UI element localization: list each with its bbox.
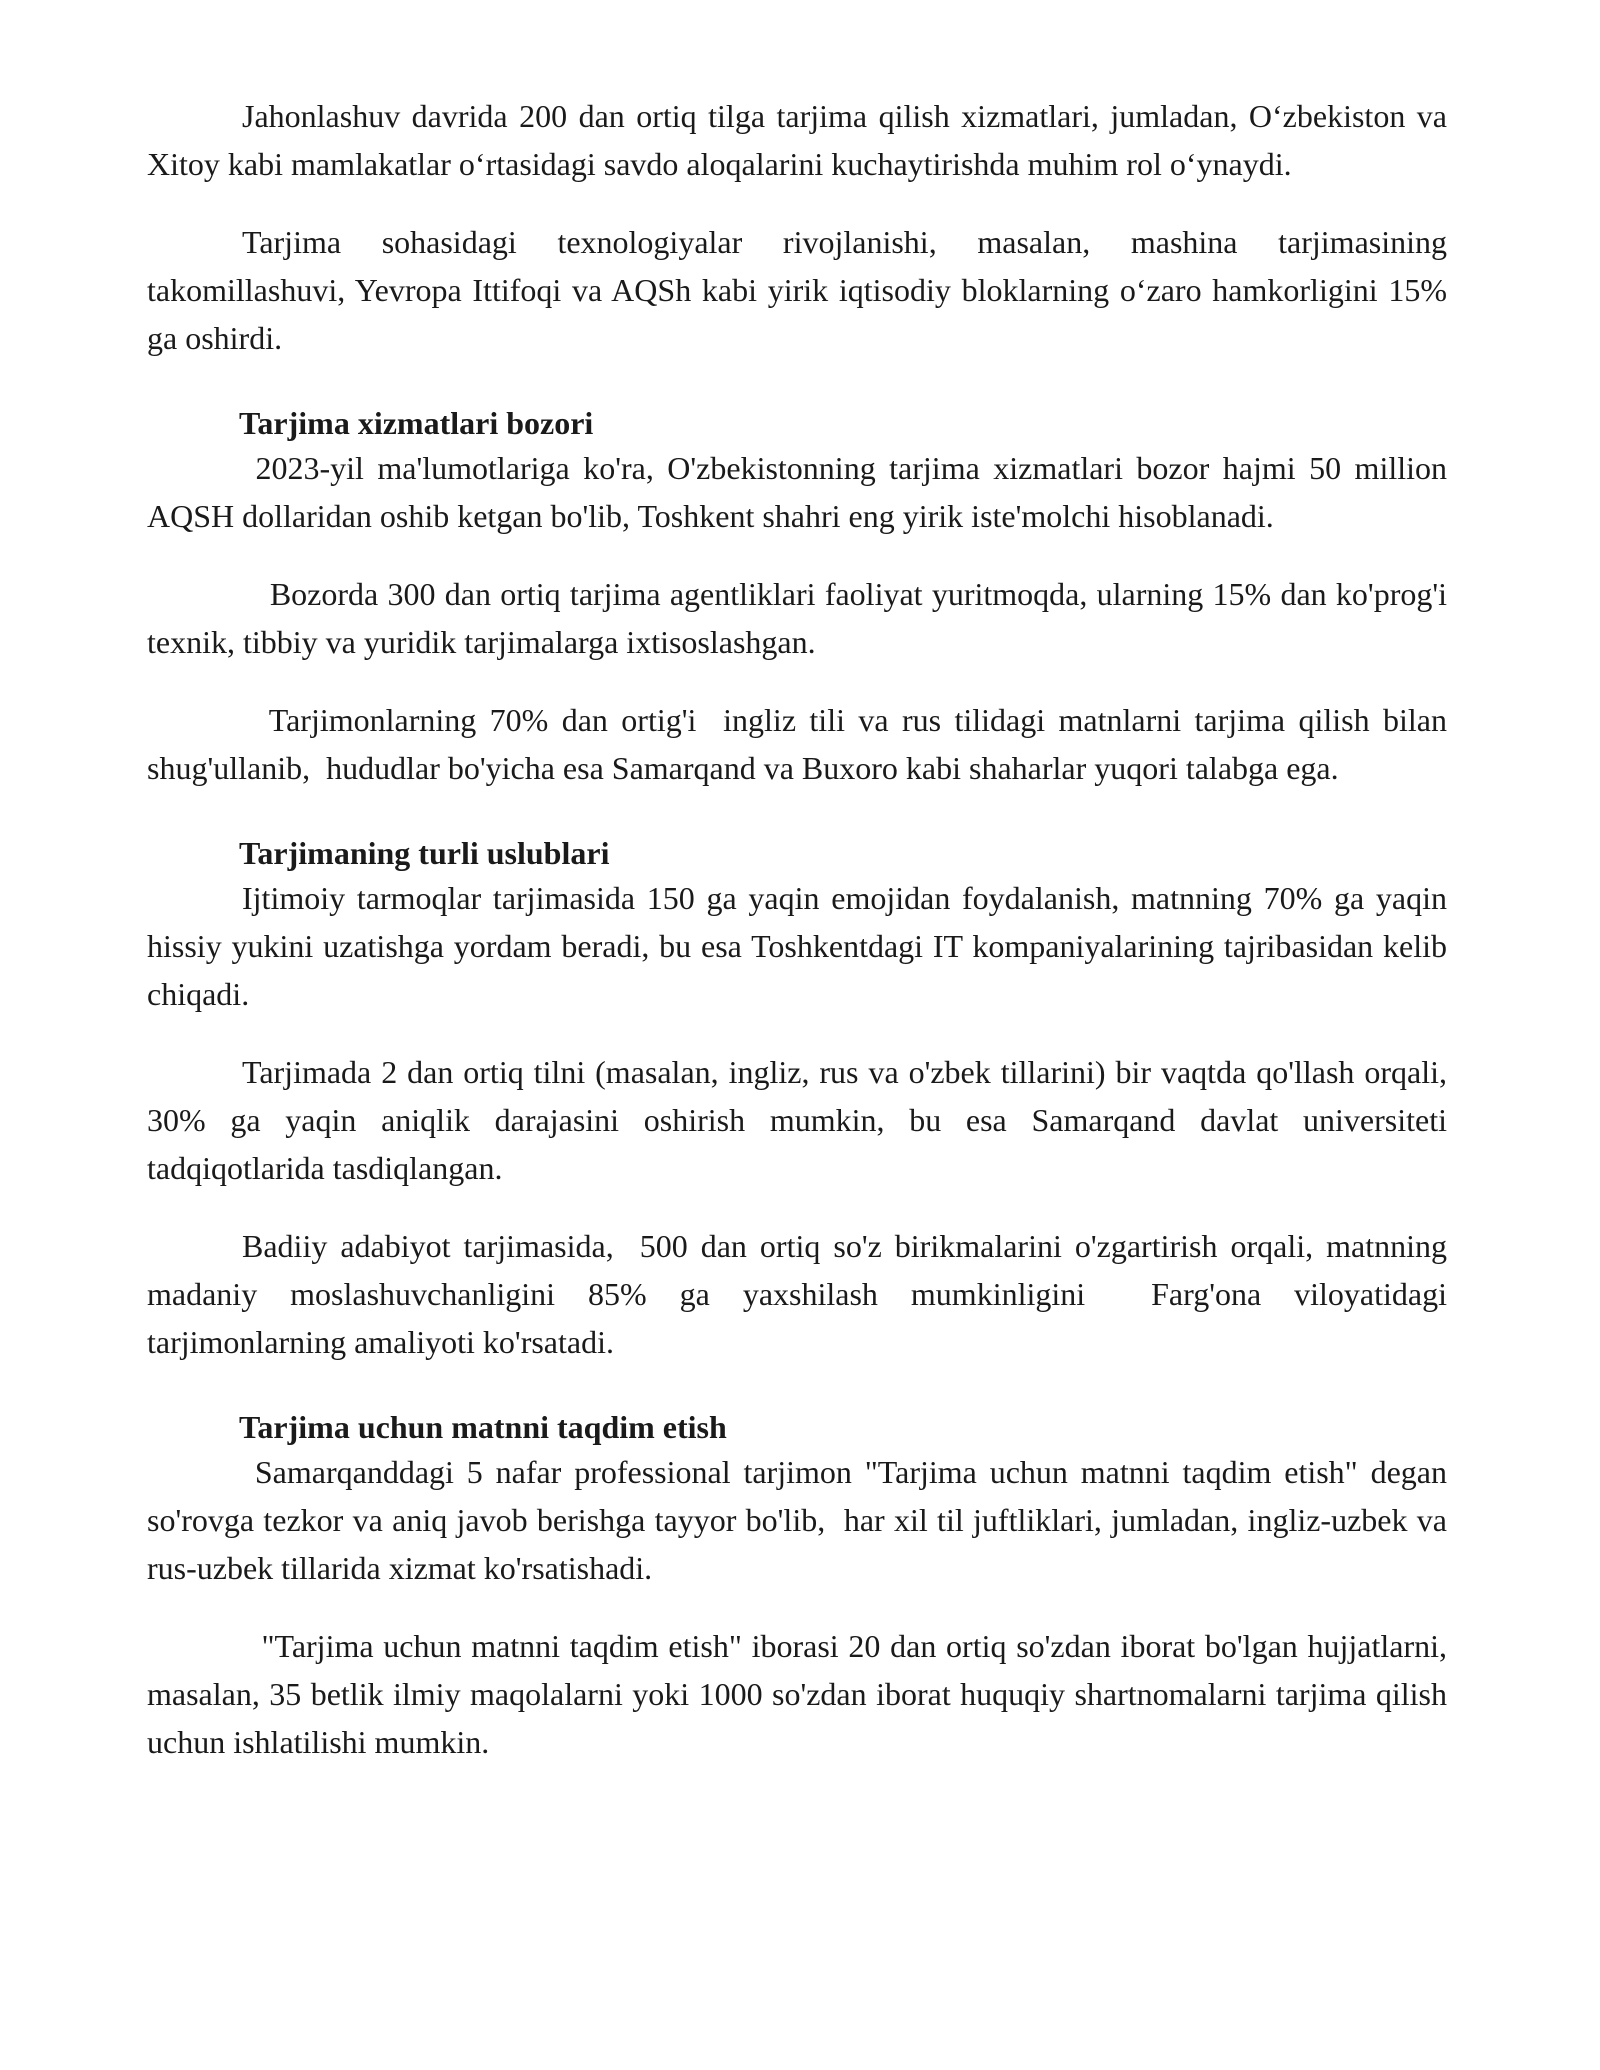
section-heading-market: Tarjima xizmatlari bozori [239, 405, 594, 441]
styles-paragraph-2: Tarjimada 2 dan ortiq tilni (masalan, ingliz, rus va o'zbek tillarini) bir vaqtda qo'llash orqali, 30% ga yaqin aniqlik darajasini oshirish mumkin, bu esa Samarqand davlat universiteti tadqiqotlarida tasdiqlangan. [147, 1054, 1447, 1186]
section-heading-styles: Tarjimaning turli uslublari [239, 835, 610, 871]
market-paragraph-3: Tarjimonlarning 70% dan ortig'i ingliz tili va rus tilidagi matnlarni tarjima qilish bilan shug'ullanib, hududlar bo'yicha esa Samarqand va Buxoro kabi shaharlar yuqori talabga ega. [147, 702, 1456, 786]
section-heading-submission: Tarjima uchun matnni taqdim etish [239, 1409, 727, 1445]
submission-paragraph-1: Samarqanddagi 5 nafar professional tarjimon "Tarjima uchun matnni taqdim etish" degan so'rovga tezkor va aniq javob berishga tayyor bo'lib, har xil til juftliklari, jumladan, ingliz-uzbek va rus-uzbek tillarida xizmat ko'rsatishadi. [147, 1454, 1456, 1586]
submission-paragraph-2: "Tarjima uchun matnni taqdim etish" iborasi 20 dan ortiq so'zdan iborat bo'lgan hujjatlarni, masalan, 35 betlik ilmiy maqolalarni yoki 1000 so'zdan iborat huquqiy shartnomalarni tarjima qilish uchun ishlatilishi mumkin. [147, 1628, 1455, 1760]
styles-paragraph-1: Ijtimoiy tarmoqlar tarjimasida 150 ga yaqin emojidan foydalanish, matnning 70% ga yaqin hissiy yukini uzatishga yordam beradi, bu esa Toshkentdagi IT kompaniyalarining tajribasidan kelib chiqadi. [147, 880, 1447, 1012]
document-page [147, 92, 1464, 1796]
intro-paragraph-1: Jahonlashuv davrida 200 dan ortiq tilga tarjima qilish xizmatlari, jumladan, O‘zbekiston va Xitoy kabi mamlakatlar o‘rtasidagi savdo aloqalarini kuchaytirishda muhim rol o‘ynaydi. [147, 98, 1447, 182]
styles-paragraph-3: Badiiy adabiyot tarjimasida, 500 dan ortiq so'z birikmalarini o'zgartirish orqali, matnning madaniy moslashuvchanligini 85% ga yaxshilash mumkinligini Farg'ona viloyatidagi tarjimonlarning amaliyoti ko'rsatadi. [147, 1228, 1455, 1360]
market-paragraph-1: 2023-yil ma'lumotlariga ko'ra, O'zbekistonning tarjima xizmatlari bozor hajmi 50 million AQSH dollaridan oshib ketgan bo'lib, Toshkent shahri eng yirik iste'molchi hisoblanadi. [147, 450, 1454, 534]
intro-paragraph-2: Tarjima sohasidagi texnologiyalar rivojlanishi, masalan, mashina tarjimasining takomillashuvi, Yevropa Ittifoqi va AQSh kabi yirik iqtisodiy bloklarning o‘zaro hamkorligini 15% ga oshirdi. [147, 224, 1447, 356]
market-paragraph-2: Bozorda 300 dan ortiq tarjima agentliklari faoliyat yuritmoqda, ularning 15% dan ko'prog'i texnik, tibbiy va yuridik tarjimalarga ixtisoslashgan. [147, 576, 1464, 660]
